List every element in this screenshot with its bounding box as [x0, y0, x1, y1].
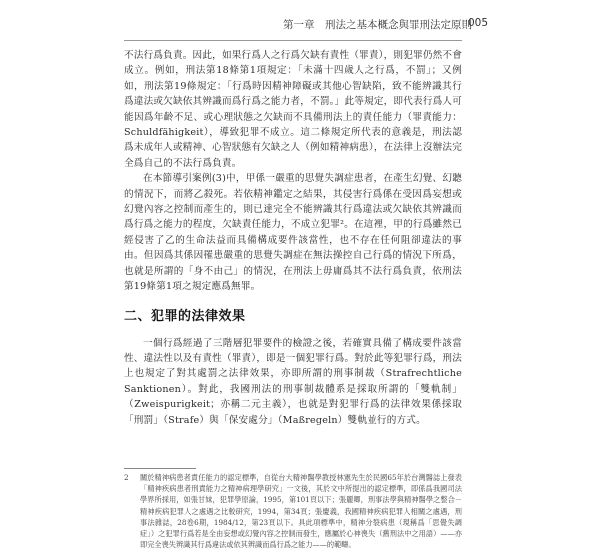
footnote-mark: 2: [124, 473, 129, 482]
paragraph: 一個行爲經過了三階層犯罪要件的檢證之後，若確實具備了構成要件該當性、違法性以及有責性（罪責），即是一個犯罪行爲。對於此等犯罪行爲，刑法上也規定了對其處罰之法律效果，亦即所謂的刑事制裁（Strafrechtliche Sanktionen）。對此，我國刑法的刑事制裁體系是採取所謂的「雙軌制」（Zweispurigkeit；亦稱二元主義），也就是對犯罪行爲的法律效果係採取「刑罰」（Strafe）與「保安處分」（Maßregeln）雙軌並行的方式。: [124, 337, 462, 426]
page-body: [124, 48, 462, 428]
paragraph: 不法行爲負責。因此，如果行爲人之行爲欠缺有責性（罪責），則犯罪仍然不會成立。例如，刑法第18條第1項規定：「未滿十四歲人之行爲，不罰」；又例如，刑法第19條規定：「行爲時因精神障礙或其他心智缺陷，致不能辨識其行爲違法或欠缺依其辨識而爲行爲之能力者，不罰。」此等規定，即代表行爲人可能因爲年齡不足、或心理狀態之欠缺而不具備刑法上的責任能力（罪責能力：Schuldfähigkeit），導致犯罪不成立。這二條規定所代表的意義是，刑法認爲未成年人或精神、心智狀態有欠缺之人（例如精神病患），在法律上沒辦法完全爲自己的不法行爲負責。: [124, 50, 462, 169]
running-header: [0, 17, 600, 37]
paragraph: 在本節導引案例(3)中，甲係一嚴重的思覺失調症患者，在產生幻覺、幻聽的情況下，而將乙殺死。若依精神鑑定之結果，其侵害行爲係在受因爲妄想或幻覺內容之控制而產生的，則已達完全不能辨識其行爲違法或欠缺依其辨識而爲行爲之能力的程度，欠缺責任能力，不成立犯罪²。在這裡，甲的行爲雖然已經侵害了乙的生命法益而具備構成要件該當性，也不存在任何阻卻違法的事由。但因爲其係因罹患嚴重的思覺失調症在無法操控自己行爲的情況下所爲，也就是所謂的「身不由己」的情況，在刑法上毋庸爲其不法行爲負責，依刑法第19條第1項之規定應爲無罪。: [124, 173, 462, 293]
section-heading: 二、犯罪的法律效果: [124, 308, 246, 324]
chapter-title: 第一章 刑法之基本概念與罪刑法定原則: [283, 19, 472, 31]
footnote-rule: [124, 468, 196, 469]
header-rule: [124, 40, 462, 41]
footnote: [124, 472, 462, 550]
footnote-text: 關於精神病患者責任能力的認定標準，自從台大精神醫學教授林憲先生於民國65年於台灣醫誌上發表「精神疾病患者刑責能力之精神病理學研究」一文後，其於文中所提出的認定標準，即係爲我國司法學界所採用，如張甘妹，犯罪學原論，1995，第101頁以下；張麗卿，刑事法學與精神醫學之整合－精神疾病犯罪人之處遇之比較研究，1994，第34頁；張慶義，我國精神疾病犯罪人相關之處遇，刑事法雜誌，28卷6期，1984/12，第23頁以下。具此項標準中，精神分裂病患（現稱爲「思覺失調症」）之犯罪行爲若是全由妄想或幻覺內容之控制而發生，應屬於心神喪失（舊刑法中之用語）——亦即完全喪失辨識其行爲違法或依其辨識而爲行爲之能力——的範疇。: [140, 473, 462, 550]
page-number: 005: [467, 17, 488, 29]
